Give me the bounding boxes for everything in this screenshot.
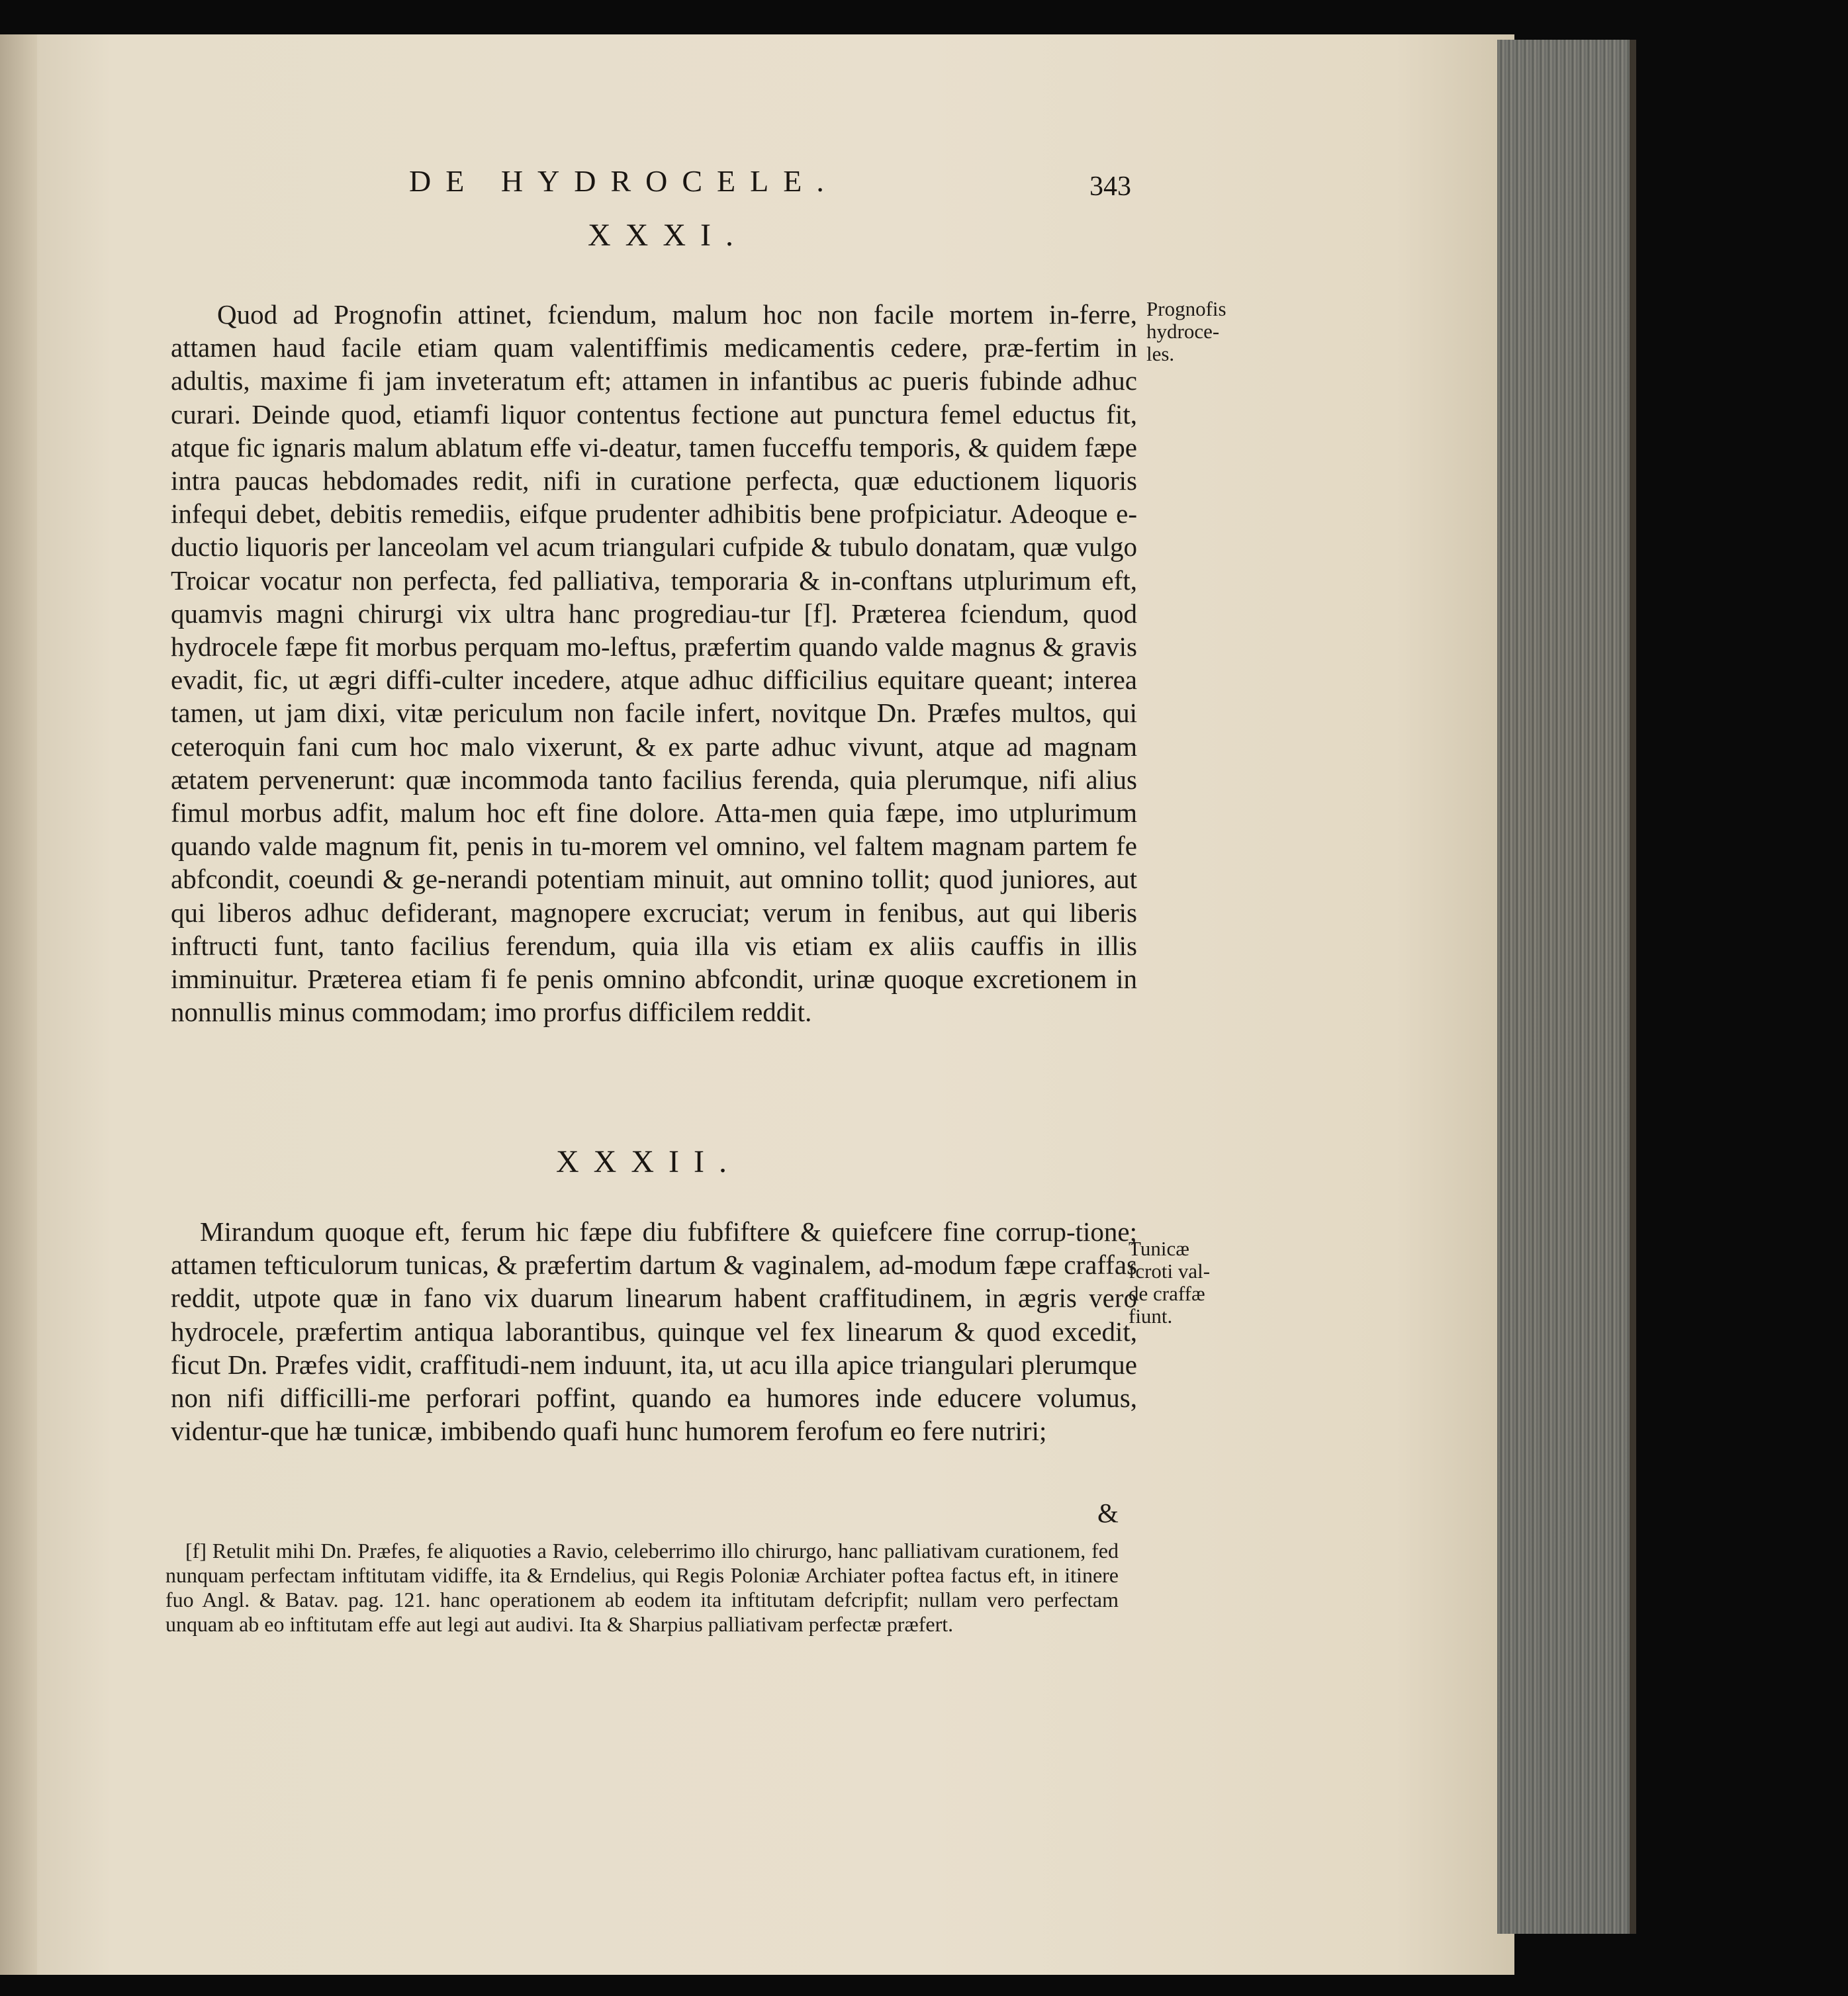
section-32-paragraph: Mirandum quoque eft, ferum hic fæpe diu fubfiftere & quiefcere fine corrup-tione; attamen tefticulorum tunicas, & præfertim dartum & vaginalem, ad-modum fæpe craffas reddit, utpote quæ in fano vix duarum linearum habent craffitudinem, in ægris vero hydrocele, præfertim antiqua laborantibus, quinque vel fex linearum & quod excedit, ficut Dn. Præfes vidit, craffitudi-nem induunt, ita, ut acu illa apice triangulari plerumque non nifi difficilli-me perforari poffint, quando ea humores inde educere volumus, videntur-que hæ tunicæ, imbibendo quafi hunc humorem ferofum eo fere nutriri;: [171, 1216, 1137, 1447]
running-title: DE HYDROCELE.: [409, 164, 839, 198]
page-number: 343: [1089, 171, 1131, 202]
margin-note-prognosis: Prognofis hydroce-les.: [1146, 297, 1226, 365]
fore-edge-shade: [1497, 40, 1630, 1934]
footnote: [f] Retulit mihi Dn. Præfes, fe aliquoties a Ravio, celeberrimo illo chirurgo, hanc palliativam curationem, fed nunquam perfectam inftitutam vidiffe, ita & Erndelius, qui Regis Poloniæ Archiater poftea factus eft, in itinere fuo Angl. & Batav. pag. 121. hanc operationem ab eodem ita inftitutam defcripfit; nullam vero perfectam unquam ab eo inftitutam effe aut legi aut audivi. Ita & Sharpius palliativam perfectæ præfert.: [165, 1539, 1119, 1636]
section-31-paragraph: Quod ad Prognofin attinet, fciendum, malum hoc non facile mortem in-ferre, attamen haud facile etiam quam valentiffimis medicamentis cedere, præ-fertim in adultis, maxime fi jam inveteratum eft; attamen in infantibus ac pueris fubinde adhuc curari. Deinde quod, etiamfi liquor contentus fectione aut punctura femel eductus fit, atque fic ignaris malum ablatum effe vi-deatur, tamen fucceffu temporis, & quidem fæpe intra paucas hebdomades redit, nifi in curatione perfecta, quæ eductionem liquoris infequi debet, debitis remediis, eifque prudenter adhibitis bene profpiciatur. Adeoque e-ductio liquoris per lanceolam vel acum triangulari cufpide & tubulo donatam, quæ vulgo Troicar vocatur non perfecta, fed palliativa, temporaria & in-conftans utplurimum eft, quamvis magni chirurgi vix ultra hanc progrediau-tur [f]. Præterea fciendum, quod hydrocele fæpe fit morbus perquam mo-leftus, præfertim quando valde magnus & gravis evadit, fic, ut ægri diffi-culter incedere, atque adhuc difficilius equitare queant; interea tamen, ut jam dixi, vitæ periculum non facile infert, novitque Dn. Præfes multos, qui ceteroquin fani cum hoc malo vixerunt, & ex parte adhuc vivunt, atque ad magnam ætatem pervenerunt: quæ incommoda tanto facilius ferenda, quia plerumque, nifi alius fimul morbus adfit, malum hoc eft fine dolore. Atta-men quia fæpe, imo utplurimum quando valde magnum fit, penis in tu-morem vel omnino, vel faltem magnam partem fe abfcondit, coeundi & ge-nerandi potentiam minuit, aut omnino tollit; quod juniores, aut qui liberos adhuc defiderant, magnopere excruciat; verum in fenibus, aut qui liberis inftructi funt, tanto facilius ferendum, quia illa vis etiam ex aliis cauffis in illis imminuitur. Præterea etiam fi fe penis omnino abfcondit, urinæ quoque excretionem in nonnullis minus commodam; imo prorfus difficilem reddit.: [171, 299, 1137, 1028]
margin-note-tunics: Tunicæ fcroti val-de craffæ fiunt.: [1129, 1237, 1211, 1328]
catchword: &: [1097, 1498, 1119, 1528]
section-number-31: XXXI.: [588, 218, 748, 253]
section-number-32: XXXII.: [556, 1144, 741, 1179]
facing-page-gutter: [0, 34, 42, 1975]
